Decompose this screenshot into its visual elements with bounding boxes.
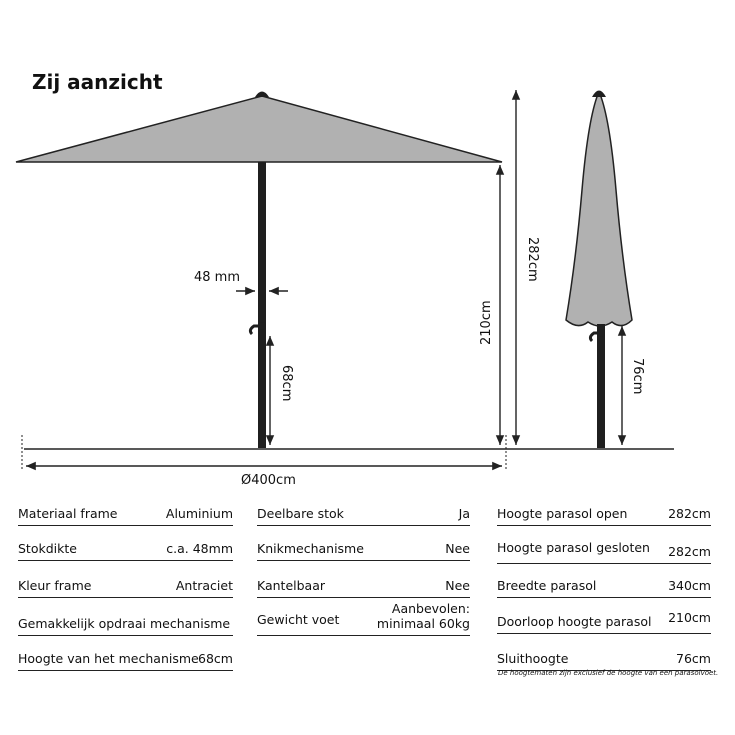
spec-value: Aluminium xyxy=(165,506,233,521)
spec-label: Kleur frame xyxy=(18,578,92,593)
spec-value: c.a. 48mm xyxy=(166,541,233,556)
spec-row xyxy=(18,636,233,671)
spec-value xyxy=(377,601,470,631)
spec-label: Hoogte parasol open xyxy=(497,506,628,521)
spec-label: Hoogte van het mechanisme xyxy=(18,651,199,666)
spec-label: Gewicht voet xyxy=(257,612,340,627)
mechanism-height-label: 68cm xyxy=(279,365,294,402)
spec-value: 282cm xyxy=(668,506,711,521)
spec-value: 76cm xyxy=(676,651,711,666)
spec-row xyxy=(497,526,711,564)
spec-value: 340cm xyxy=(668,578,711,593)
spec-row xyxy=(18,526,233,561)
open-height-label: 282cm xyxy=(525,237,540,282)
spec-row xyxy=(18,561,233,598)
spec-value: 210cm xyxy=(668,610,711,625)
open-pole xyxy=(258,162,266,448)
spec-row xyxy=(18,598,233,636)
spec-value-line2: minimaal 60kg xyxy=(376,616,470,631)
canopy-diameter-label: Ø400cm xyxy=(241,473,296,488)
spec-label: Deelbare stok xyxy=(257,506,344,521)
spec-column-1 xyxy=(18,503,233,671)
closed-mechanism-height-label: 76cm xyxy=(630,358,645,395)
closed-pole xyxy=(597,324,605,448)
spec-row xyxy=(18,503,233,526)
page-title: Zij aanzicht xyxy=(32,70,163,94)
open-canopy xyxy=(16,96,502,162)
spec-row xyxy=(497,598,711,634)
spec-value: Nee xyxy=(445,541,470,556)
spec-row xyxy=(257,526,470,561)
spec-value: Ja xyxy=(458,506,470,521)
clearance-height-label: 210cm xyxy=(479,300,494,345)
spec-label: Breedte parasol xyxy=(497,578,597,593)
spec-row xyxy=(497,564,711,598)
spec-label: Stokdikte xyxy=(18,541,77,556)
spec-label: Knikmechanisme xyxy=(257,541,364,556)
spec-value: 282cm xyxy=(668,544,711,559)
spec-value: 68cm xyxy=(198,651,233,666)
spec-value: Nee xyxy=(445,578,470,593)
spec-row xyxy=(257,561,470,598)
spec-value-line1: Aanbevolen: xyxy=(391,601,470,616)
spec-label: Gemakkelijk opdraai mechanisme xyxy=(18,616,231,631)
spec-label: Materiaal frame xyxy=(18,506,118,521)
spec-row xyxy=(497,503,711,526)
spec-label: Kantelbaar xyxy=(257,578,326,593)
spec-column-3 xyxy=(497,503,711,671)
pole-diameter-label: 48 mm xyxy=(194,270,241,285)
spec-value: Antraciet xyxy=(175,578,233,593)
spec-column-2 xyxy=(257,503,470,636)
spec-label: Hoogte parasol gesloten xyxy=(497,540,650,555)
spec-row xyxy=(257,598,470,636)
canopy-finial xyxy=(255,92,269,98)
spec-label: Doorloop hoogte parasol xyxy=(497,614,652,629)
spec-row xyxy=(497,634,711,671)
footnote: De hoogtematen zijn exclusief de hoogte van een parasolvoet. xyxy=(498,669,719,677)
closed-canopy xyxy=(566,94,632,326)
spec-label: Sluithoogte xyxy=(497,651,569,666)
spec-row xyxy=(257,503,470,526)
